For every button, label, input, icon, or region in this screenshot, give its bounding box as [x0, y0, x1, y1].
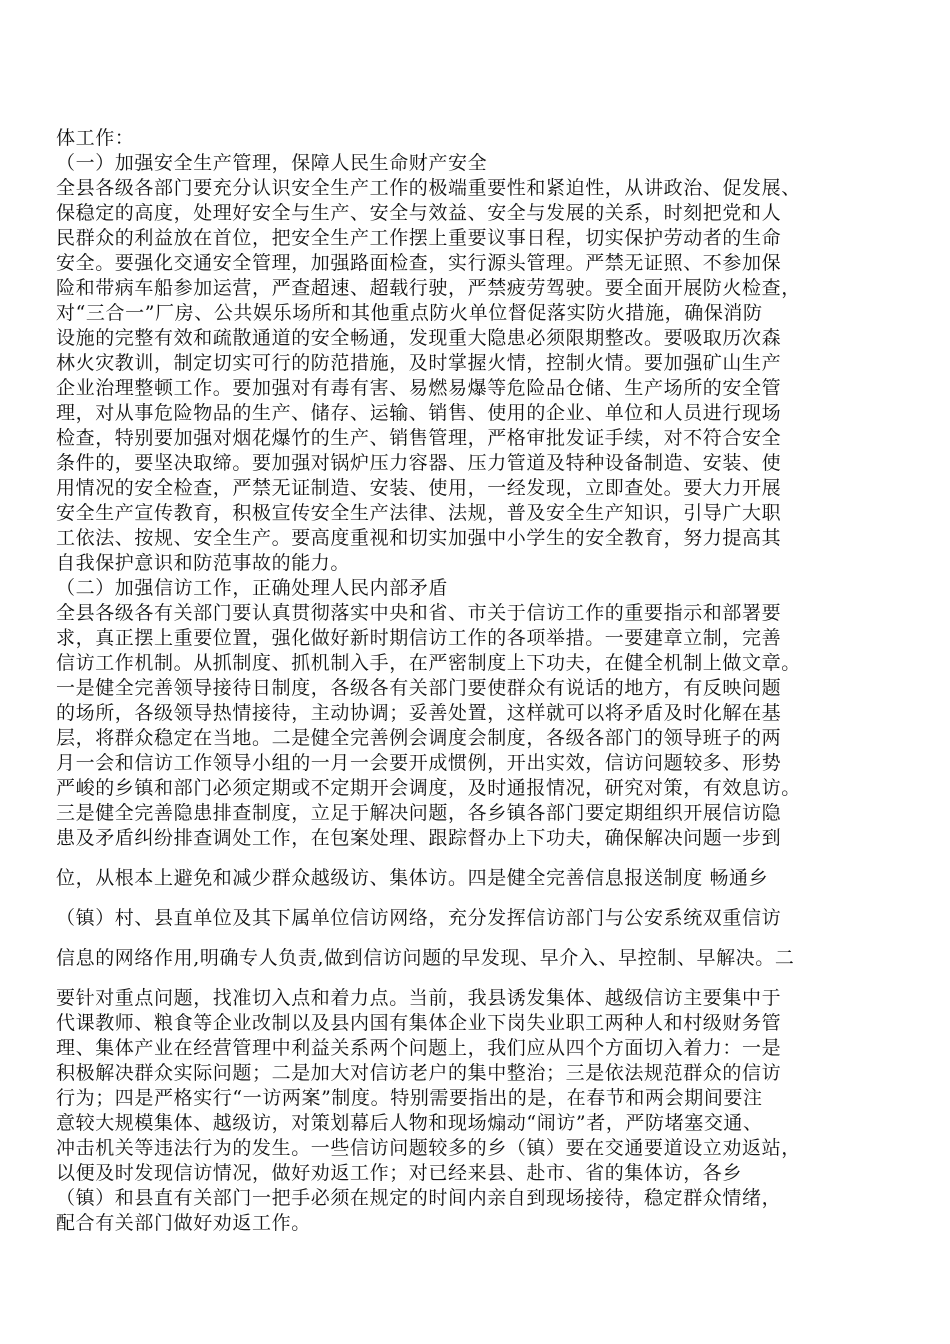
text-line: 全县各级各有关部门要认真贯彻落实中央和省、市关于信访工作的重要指示和部署要	[56, 602, 782, 624]
text-line: 信息的网络作用,明确专人负责,做到信访问题的早发现、早介入、早控制、早解决。二	[56, 947, 795, 969]
text-line: 积极解决群众实际问题；二是加大对信访老户的集中整治；三是依法规范群众的信访	[56, 1062, 782, 1084]
text-line: 体工作：	[56, 127, 135, 149]
text-line: 配合有关部门做好劝返工作。	[56, 1212, 311, 1234]
text-line: 要针对重点问题，找准切入点和着力点。当前，我县诱发集体、越级信访主要集中于	[56, 987, 782, 1009]
text-line: 企业治理整顿工作。要加强对有毒有害、易燃易爆等危险品仓储、生产场所的安全管	[56, 377, 782, 399]
section-heading: （二）加强信访工作，正确处理人民内部矛盾	[56, 577, 449, 599]
text-line: 月一会和信访工作领导小组的一月一会要开成惯例，开出实效，信访问题较多、形势	[56, 752, 782, 774]
text-line: （镇）和县直有关部门一把手必须在规定的时间内亲自到现场接待，稳定群众情绪，	[56, 1187, 782, 1209]
text-line: 意较大规模集体、越级访，对策划幕后人物和现场煽动“闹访”者，严防堵塞交通、	[56, 1112, 763, 1134]
text-line: 林火灾教训，制定切实可行的防范措施，及时掌握火情，控制火情。要加强矿山生产	[56, 352, 782, 374]
text-line: 用情况的安全检查，严禁无证制造、安装、使用，一经发现，立即查处。要大力开展	[56, 477, 782, 499]
text-line: （镇）村、县直单位及其下属单位信访网络，充分发挥信访部门与公安系统双重信访	[56, 907, 782, 929]
text-line: 条件的，要坚决取缔。要加强对锅炉压力容器、压力管道及特种设备制造、安装、使	[56, 452, 782, 474]
text-line: 保稳定的高度，处理好安全与生产、安全与效益、安全与发展的关系，时刻把党和人	[56, 202, 782, 224]
text-line: 以便及时发现信访情况，做好劝返工作；对已经来县、赴市、省的集体访，各乡	[56, 1162, 743, 1184]
text-line: 求，真正摆上重要位置，强化做好新时期信访工作的各项举措。一要建章立制，完善	[56, 627, 782, 649]
text-line: 信访工作机制。从抓制度、抓机制入手，在严密制度上下功夫，在健全机制上做文章。	[56, 652, 801, 674]
text-line: 三是健全完善隐患排查制度，立足于解决问题，各乡镇各部门要定期组织开展信访隐	[56, 802, 782, 824]
text-line: 安全生产宣传教育，积极宣传安全生产法律、法规，普及安全生产知识，引导广大职	[56, 502, 782, 524]
text-line: 安全。要强化交通安全管理，加强路面检查，实行源头管理。严禁无证照、不参加保	[56, 252, 782, 274]
text-line: 理，对从事危险物品的生产、储存、运输、销售、使用的企业、单位和人员进行现场	[56, 402, 782, 424]
text-line: 位，从根本上避免和减少群众越级访、集体访。四是健全完善信息报送制度 畅通乡	[56, 867, 769, 889]
text-line: 自我保护意识和防范事故的能力。	[56, 552, 351, 574]
text-line: 代课教师、粮食等企业改制以及县内国有集体企业下岗失业职工两种人和村级财务管	[56, 1012, 782, 1034]
text-line: 工依法、按规、安全生产。要高度重视和切实加强中小学生的安全教育，努力提高其	[56, 527, 782, 549]
text-line: 层，将群众稳定在当地。二是健全完善例会调度会制度，各级各部门的领导班子的两	[56, 727, 782, 749]
text-line: 理、集体产业在经营管理中利益关系两个问题上，我们应从四个方面切入着力：一是	[56, 1037, 782, 1059]
text-line: 的场所，各级领导热情接待，主动协调；妥善处置，这样就可以将矛盾及时化解在基	[56, 702, 782, 724]
text-line: 患及矛盾纠纷排查调处工作，在包案处理、跟踪督办上下功夫，确保解决问题一步到	[56, 827, 782, 849]
text-line: 全县各级各部门要充分认识安全生产工作的极端重要性和紧迫性，从讲政治、促发展、	[56, 177, 801, 199]
text-line: 设施的完整有效和疏散通道的安全畅通，发现重大隐患必须限期整改。要吸取历次森	[56, 327, 782, 349]
text-line: 严峻的乡镇和部门必须定期或不定期开会调度，及时通报情况，研究对策，有效息访。	[56, 777, 801, 799]
text-line: 行为；四是严格实行“一访两案”制度。特别需要指出的是，在春节和两会期间要注	[56, 1087, 763, 1109]
text-line: 一是健全完善领导接待日制度，各级各有关部门要使群众有说话的地方，有反映问题	[56, 677, 782, 699]
text-line: 检查，特别要加强对烟花爆竹的生产、销售管理，严格审批发证手续，对不符合安全	[56, 427, 782, 449]
section-heading: （一）加强安全生产管理，保障人民生命财产安全	[56, 152, 488, 174]
text-line: 民群众的利益放在首位，把安全生产工作摆上重要议事日程，切实保护劳动者的生命	[56, 227, 782, 249]
text-line: 冲击机关等违法行为的发生。一些信访问题较多的乡（镇）要在交通要道设立劝返站，	[56, 1137, 801, 1159]
text-line: 险和带病车船参加运营，严查超速、超载行驶，严禁疲劳驾驶。要全面开展防火检查，	[56, 277, 801, 299]
text-line: 对“三合一”厂房、公共娱乐场所和其他重点防火单位督促落实防火措施，确保消防	[56, 302, 763, 324]
